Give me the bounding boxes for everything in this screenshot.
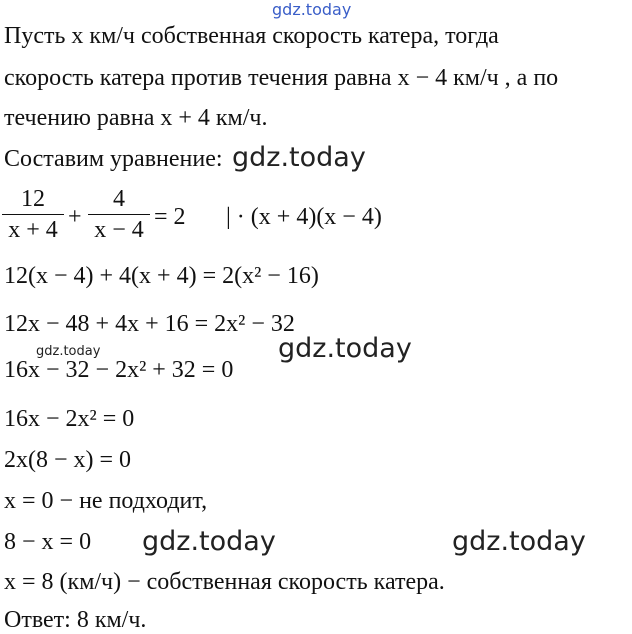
fraction-1-denominator: x + 4 — [8, 217, 58, 243]
line-1: Пусть x км/ч собственная скорость катера, тогда — [4, 23, 499, 49]
line-9: 16x − 2x² = 0 — [4, 406, 135, 432]
fraction-2-numerator: 4 — [113, 186, 125, 212]
watermark-1: gdz.today — [232, 142, 366, 173]
line-13: x = 8 (км/ч) − собственная скорость катера. — [4, 569, 445, 595]
line-6: 12(x − 4) + 4(x + 4) = 2(x² − 16) — [4, 263, 319, 289]
plus-sign: + — [68, 204, 82, 230]
fraction-2-denominator: x − 4 — [94, 217, 144, 243]
watermark-5: gdz.today — [452, 526, 586, 557]
equation-row — [0, 186, 632, 252]
fraction-2-bar — [88, 214, 150, 215]
line-7: 12x − 48 + 4x + 16 = 2x² − 32 — [4, 311, 295, 337]
line-12: 8 − x = 0 — [4, 529, 92, 555]
line-2: скорость катера против течения равна x − 4 км/ч , а по — [4, 65, 559, 91]
fraction-1-bar — [2, 214, 64, 215]
fraction-1 — [2, 186, 64, 243]
line-8: 16x − 32 − 2x² + 32 = 0 — [4, 357, 234, 383]
fraction-1-numerator: 12 — [21, 186, 45, 212]
line-4-compose-equation: Составим уравнение: — [4, 146, 223, 172]
watermark-top: gdz.today — [272, 0, 352, 19]
fraction-2 — [88, 186, 150, 243]
watermark-3: gdz.today — [278, 333, 412, 364]
line-14-answer: Ответ: 8 км/ч. — [4, 607, 147, 633]
watermark-4: gdz.today — [142, 526, 276, 557]
line-11: x = 0 − не подходит, — [4, 488, 208, 514]
equation-rhs: = 2 — [154, 204, 186, 230]
watermark-2: gdz.today — [36, 344, 101, 359]
line-3: течению равна x + 4 км/ч. — [4, 105, 268, 131]
equation-multiplier: | · (x + 4)(x − 4) — [226, 204, 382, 230]
line-10: 2x(8 − x) = 0 — [4, 447, 132, 473]
